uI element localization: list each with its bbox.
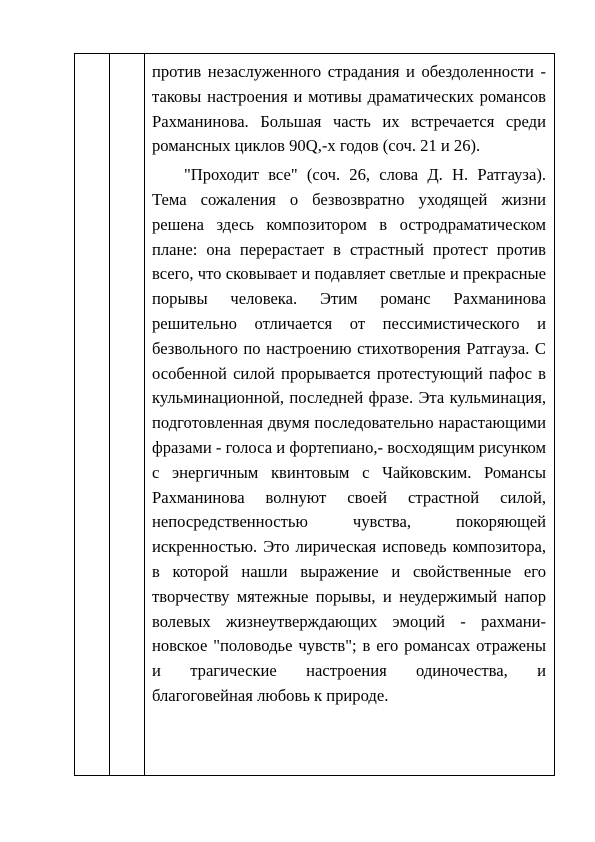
- table-cell-number: [75, 54, 110, 775]
- paragraph-continuation: против незаслуженного страдания и обездоленности - таковы настроения и мотивы драматических романсов Рахманинова. Большая часть их встречается среди романсных циклов 90Q,-х годов (соч. 21 и 26).: [152, 62, 546, 156]
- document-table: [74, 53, 555, 776]
- table-cell-empty: [110, 54, 145, 775]
- table-cell-text: [145, 54, 554, 775]
- paragraph-romance-analysis: "Проходит все" (соч. 26, слова Д. Н. Ратгауза). Тема сожаления о безвозвратно уходящей жизни решена здесь композитором в остродраматическом плане: она перерастает в страстный протест против всего, что сковывает и подавляет светлые и прекрасные порывы человека. Этим романс Рахманинова решительно отличается от пессимистического и безвольного по настроению стихотворения Ратгауза. С особенной силой прорывается протестующий пафос в кульминационной, последней фразе. Эта кульминация, подготовленная двумя последовательно нарастающими фразами - голоса и фортепиано,- восходящим рисунком с энергичным квинтовым с Чайковским. Романсы Рахманинова волнуют своей страстной силой, непосредственностью чувства, покоряющей искренностью. Это лирическая исповедь композитора, в которой нашли выражение и свойственные его творчеству мятежные порывы, и неудержимый напор волевых жизнеутверждающих эмоций - рахмани-новское "половодье чувств"; в его романсах отражены и трагические настроения одиночества, и благоговейная любовь к природе.: [152, 165, 546, 705]
